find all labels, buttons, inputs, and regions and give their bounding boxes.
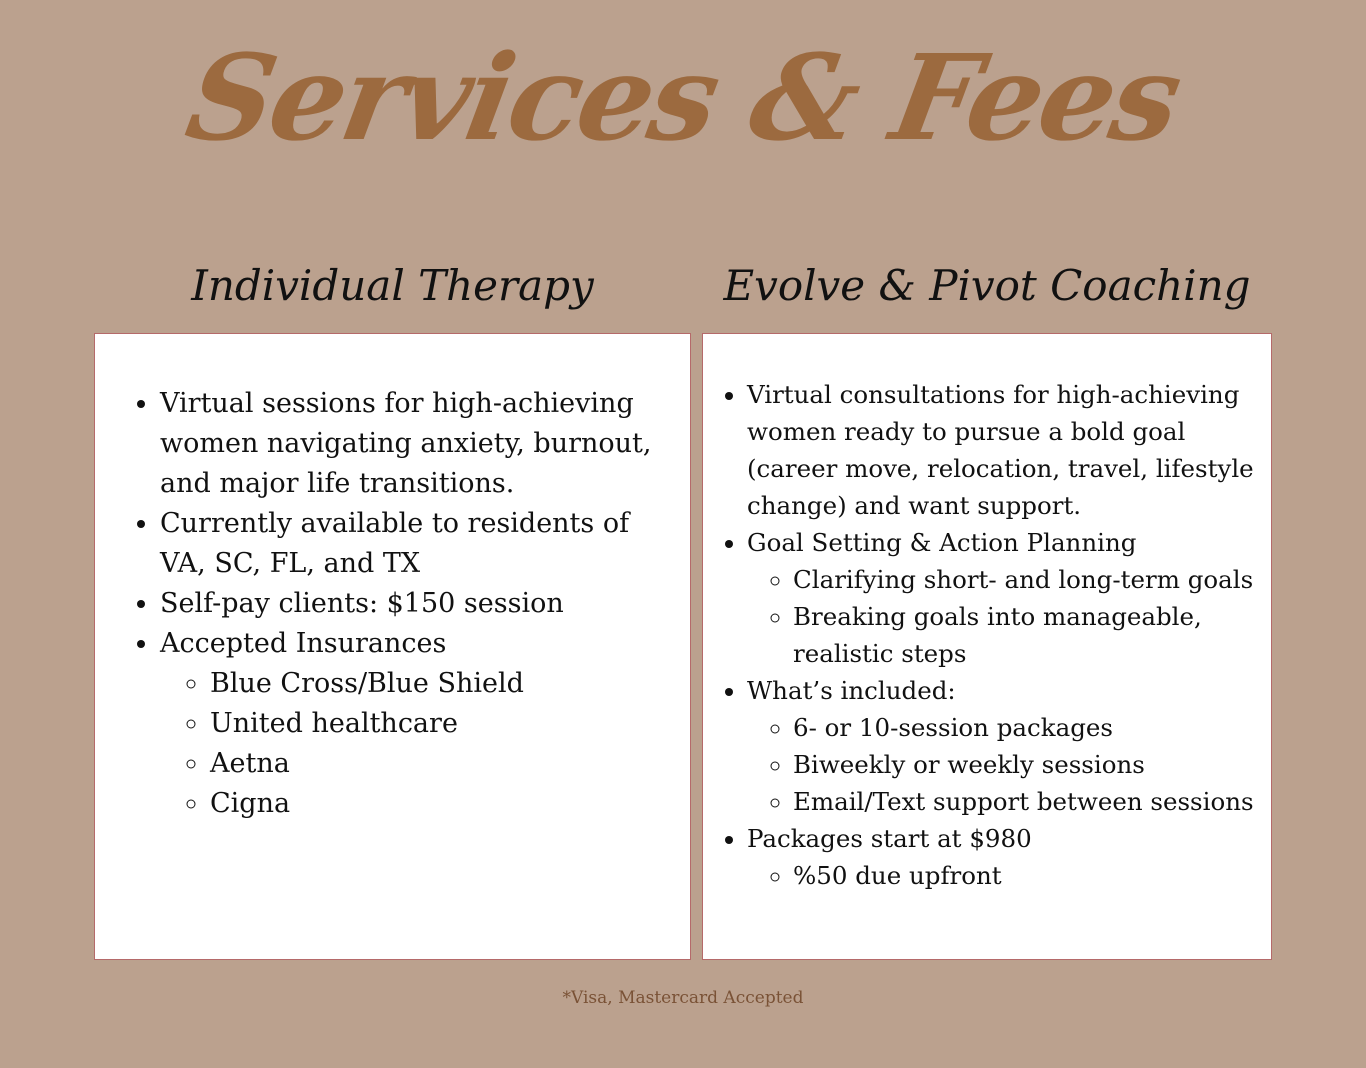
list-item (160, 624, 662, 824)
list-item (747, 672, 1257, 820)
payment-footnote: *Visa, Mastercard Accepted (562, 988, 804, 1008)
list-item: • Virtual sessions for high-achieving women navigating anxiety, burnout, and major life transitions. (160, 384, 662, 504)
coaching-card (702, 333, 1272, 960)
therapy-list (160, 384, 662, 824)
sub-list-item: ◦ Biweekly or weekly sessions (793, 746, 1257, 783)
packages-label: Packages start at $980 (747, 824, 1032, 853)
insurance-item: ◦ Blue Cross/Blue Shield (210, 664, 662, 704)
sub-list-item: ◦ Email/Text support between sessions (793, 783, 1257, 820)
included-sublist (747, 709, 1257, 820)
coaching-heading: Evolve & Pivot Coaching (723, 261, 1251, 310)
sub-list-item: ◦ Breaking goals into manageable, realistic steps (793, 598, 1257, 672)
packages-sublist (747, 857, 1257, 894)
list-item: • Self-pay clients: $150 session (160, 584, 662, 624)
included-label: What’s included: (747, 676, 956, 705)
insurance-item: ◦ United healthcare (210, 704, 662, 744)
insurance-item: ◦ Cigna (210, 784, 662, 824)
list-item (747, 524, 1257, 672)
sub-list-item: ◦ Clarifying short- and long-term goals (793, 561, 1257, 598)
coaching-list (747, 376, 1257, 894)
insurance-item: ◦ Aetna (210, 744, 662, 784)
sub-list-item: ◦ %50 due upfront (793, 857, 1257, 894)
page-title: Services & Fees (177, 28, 1189, 167)
list-item: • Currently available to residents of VA, SC, FL, and TX (160, 504, 662, 584)
goal-setting-label: Goal Setting & Action Planning (747, 528, 1137, 557)
individual-therapy-heading: Individual Therapy (191, 261, 594, 310)
insurances-label: Accepted Insurances (160, 628, 447, 659)
goal-setting-sublist (747, 561, 1257, 672)
individual-therapy-card (94, 333, 691, 960)
insurance-list (160, 664, 662, 824)
list-item: • Virtual consultations for high-achieving women ready to pursue a bold goal (career move, relocation, travel, lifestyle change) and want support. (747, 376, 1257, 524)
list-item (747, 820, 1257, 894)
sub-list-item: ◦ 6- or 10-session packages (793, 709, 1257, 746)
